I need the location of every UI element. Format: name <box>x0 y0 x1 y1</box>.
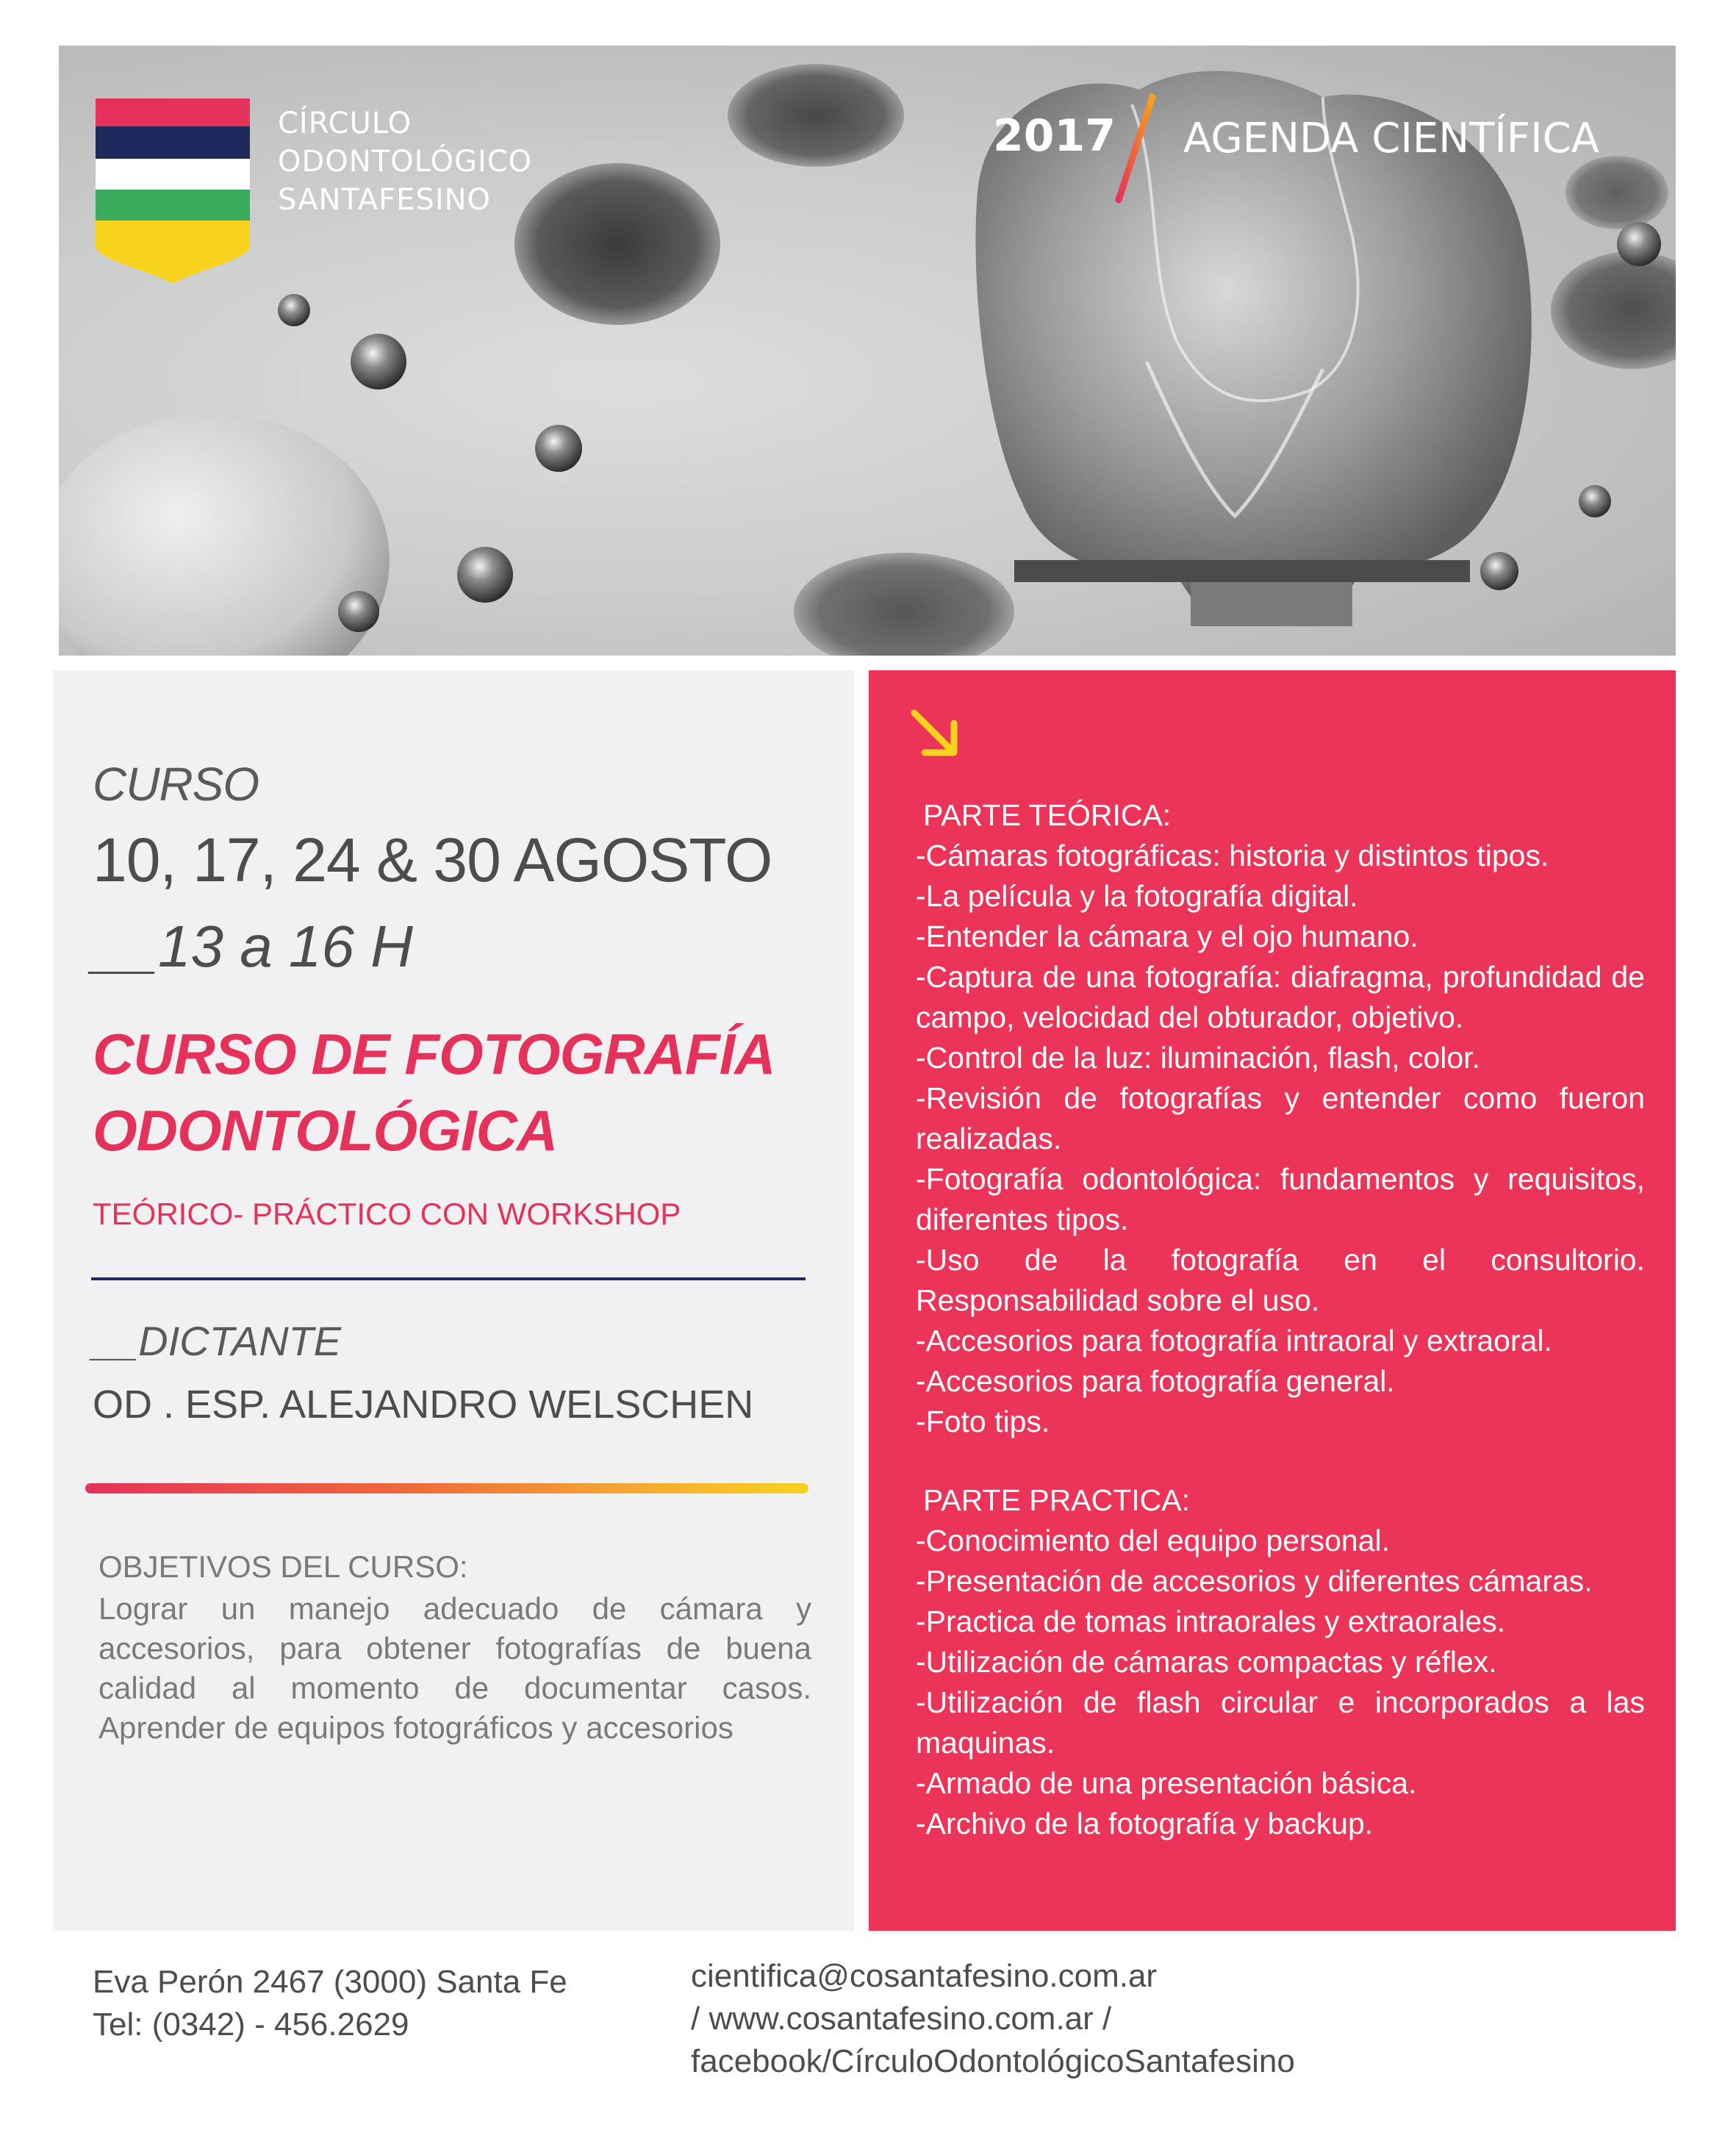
theory-heading: PARTE TEÓRICA: <box>923 798 1172 832</box>
footer-website[interactable]: / www.cosantafesino.com.ar / <box>691 2001 1112 2037</box>
theory-item: -Foto tips. <box>916 1405 1050 1438</box>
org-name-line-2: ODONTOLÓGICO <box>278 145 533 179</box>
theory-item: -Uso de la fotografía en el consultorio. Responsabilidad sobre el uso. <box>916 1243 1645 1317</box>
navy-divider <box>91 1277 806 1280</box>
dictante-label: __DICTANTE <box>93 1318 342 1364</box>
footer-address-block <box>93 1961 567 2046</box>
agenda-title: AGENDA CIENTÍFICA <box>1183 115 1599 162</box>
program-panel <box>869 670 1676 1931</box>
footer-address: Eva Perón 2467 (3000) Santa Fe <box>93 1964 567 2000</box>
practice-heading: PARTE PRACTICA: <box>923 1483 1190 1517</box>
practice-list <box>916 1521 1645 1844</box>
course-dates: 10, 17, 24 & 30 AGOSTO <box>93 825 772 894</box>
theory-item: -Accesorios para fotografía general. <box>916 1364 1395 1398</box>
year-label: 2017 <box>993 110 1116 162</box>
theory-item: -Accesorios para fotografía intraoral y extraoral. <box>916 1324 1552 1358</box>
gradient-divider <box>85 1483 808 1493</box>
dictante-name: OD . ESP. ALEJANDRO WELSCHEN <box>93 1382 754 1427</box>
footer-phone: Tel: (0342) - 456.2629 <box>93 2006 409 2043</box>
theory-item: -Captura de una fotografía: diafragma, profundidad de campo, velocidad del obturador, objetivo. <box>916 960 1645 1034</box>
footer-email[interactable]: cientifica@cosantafesino.com.ar <box>691 1958 1158 1994</box>
course-label: CURSO <box>93 758 259 811</box>
course-title-line-2: ODONTOLÓGICA <box>93 1098 558 1163</box>
course-title-line-1: CURSO DE FOTOGRAFÍA <box>93 1022 775 1086</box>
footer-facebook[interactable]: facebook/CírculoOdontológicoSantafesino <box>691 2043 1295 2079</box>
section-spacer <box>916 1442 1645 1480</box>
practice-item: -Utilización de cámaras compactas y réflex. <box>916 1645 1497 1679</box>
footer-contact-block <box>691 1955 1295 2083</box>
objectives-heading: OBJETIVOS DEL CURSO: <box>98 1549 468 1584</box>
theory-item: -Entender la cámara y el ojo humano. <box>916 919 1418 953</box>
practice-item: -Conocimiento del equipo personal. <box>916 1524 1391 1557</box>
slash-divider-icon <box>1110 90 1161 207</box>
practice-item: -Practica de tomas intraorales y extraorales. <box>916 1604 1506 1638</box>
theory-item: -Fotografía odontológica: fundamentos y requisitos, diferentes tipos. <box>916 1162 1645 1236</box>
org-name <box>278 104 532 219</box>
theory-list <box>916 836 1645 1442</box>
practice-item: -Armado de una presentación básica. <box>916 1766 1417 1800</box>
arrow-down-right-icon <box>907 706 966 764</box>
practice-item: -Archivo de la fotografía y backup. <box>916 1807 1374 1840</box>
program-content <box>916 795 1645 1844</box>
shield-logo-icon <box>96 98 257 290</box>
course-hours: __13 a 16 H <box>93 914 413 979</box>
practice-item: -Presentación de accesorios y diferentes cámaras. <box>916 1564 1593 1598</box>
theory-item: -La película y la fotografía digital. <box>916 879 1358 913</box>
objectives-text: Lograr un manejo adecuado de cámara y accesorios, para obtener fotografías de buena calidad al momento de documentar casos. Aprender de equipos fotográficos y accesorios <box>98 1591 811 1745</box>
org-name-line-3: SANTAFESINO <box>278 183 491 217</box>
course-info-panel <box>53 670 854 1931</box>
course-title <box>93 1016 842 1169</box>
org-name-line-1: CÍRCULO <box>278 107 412 140</box>
theory-item: -Revisión de fotografías y entender como fueron realizadas. <box>916 1081 1645 1155</box>
course-subtitle: TEÓRICO- PRÁCTICO CON WORKSHOP <box>93 1197 681 1231</box>
hero-banner <box>59 46 1676 656</box>
practice-item: -Utilización de flash circular e incorporados a las maquinas. <box>916 1685 1645 1760</box>
theory-item: -Cámaras fotográficas: historia y distintos tipos. <box>916 839 1549 872</box>
theory-item: -Control de la luz: iluminación, flash, color. <box>916 1041 1480 1075</box>
